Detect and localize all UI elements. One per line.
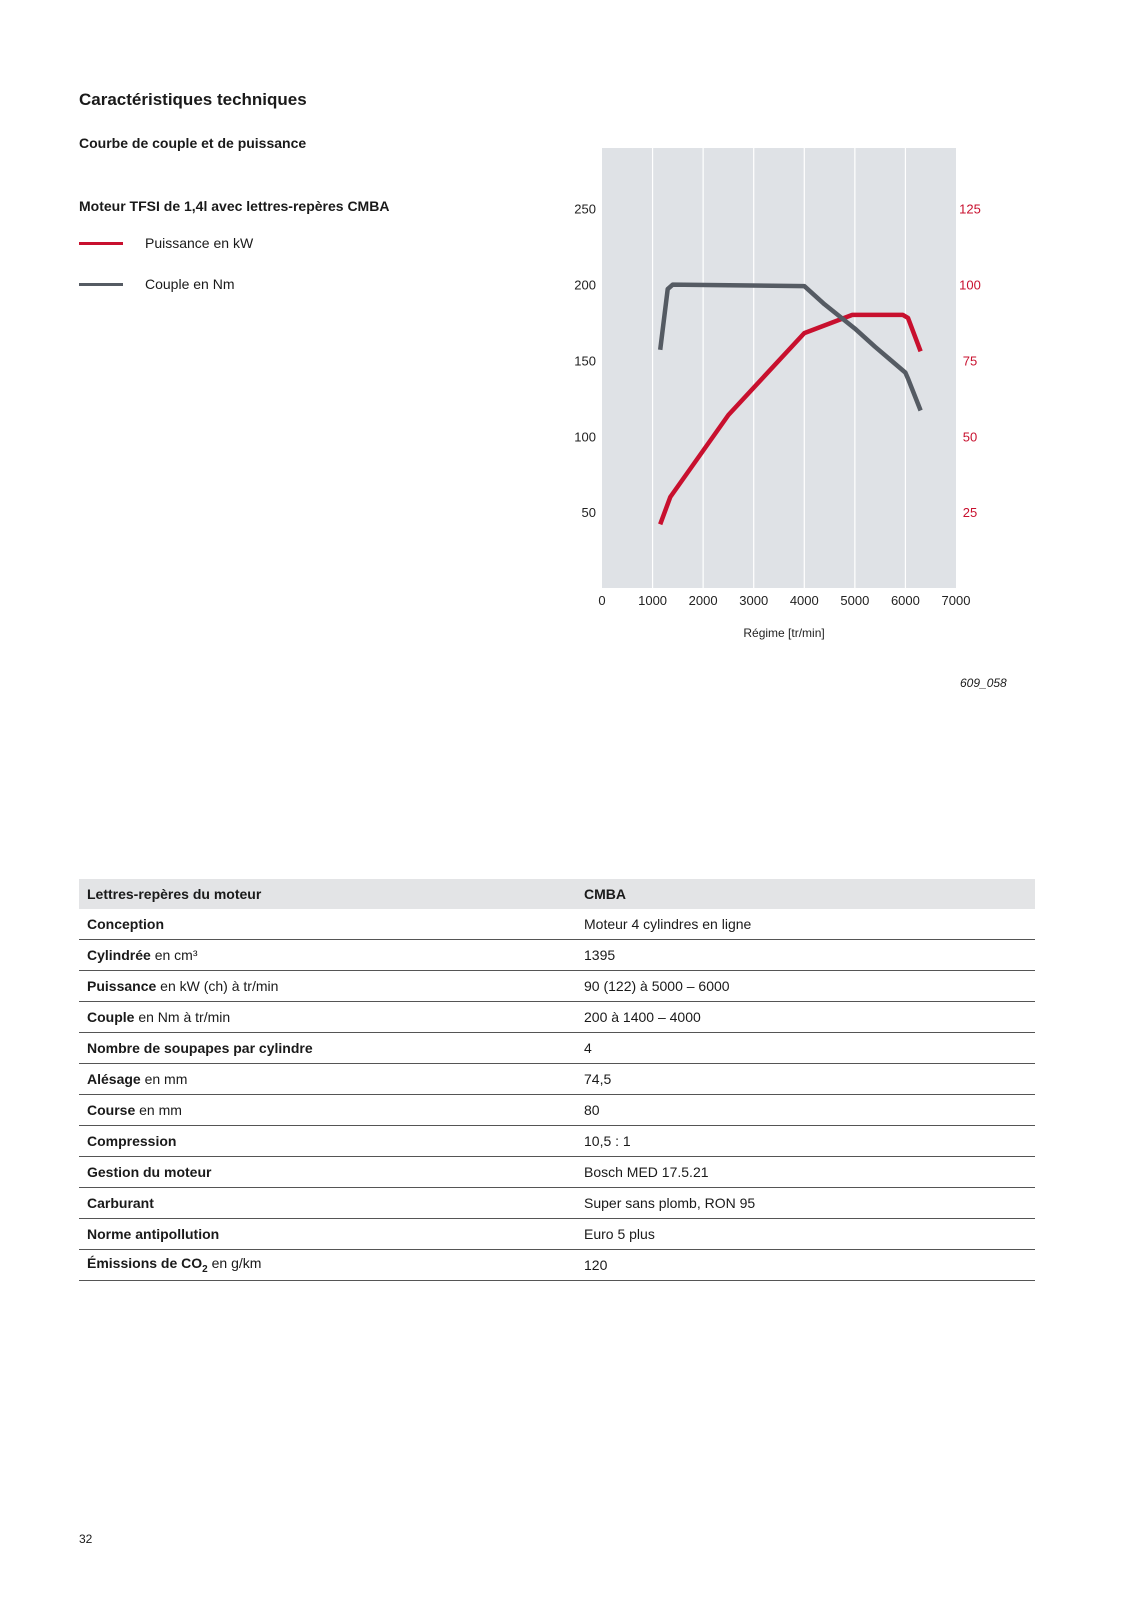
table-row [79, 1002, 1035, 1033]
row-value: 80 [576, 1095, 1035, 1126]
x-tick-label: 7000 [941, 593, 971, 608]
torque-power-chart [560, 140, 1010, 650]
row-label-unit: en cm³ [150, 947, 198, 963]
table-row [79, 1188, 1035, 1219]
legend-swatch-torque [79, 283, 123, 286]
row-value: Super sans plomb, RON 95 [576, 1188, 1035, 1219]
row-label [79, 971, 576, 1002]
legend-label-torque: Couple en Nm [145, 276, 235, 292]
y-left-tick-label: 50 [581, 505, 596, 521]
x-tick-label: 5000 [840, 593, 870, 608]
table-row [79, 1064, 1035, 1095]
row-label [79, 940, 576, 971]
legend-item-power [79, 233, 253, 253]
legend-label-power: Puissance en kW [145, 235, 254, 251]
y-right-tick-label: 50 [962, 429, 978, 445]
row-value: 120 [576, 1250, 1035, 1281]
row-label [79, 909, 576, 940]
row-label [79, 1126, 576, 1157]
row-label-unit: en mm [135, 1102, 182, 1118]
row-label-unit: en mm [140, 1071, 188, 1087]
row-label [79, 1250, 576, 1281]
row-label-main: Gestion du moteur [87, 1164, 212, 1180]
row-label-unit: en g/km [207, 1255, 262, 1272]
row-label-main: Alésage [87, 1071, 141, 1087]
row-value: 74,5 [576, 1064, 1035, 1095]
x-tick-label: 0 [598, 593, 606, 608]
row-label-main: Conception [87, 916, 164, 932]
chart-subtitle: Courbe de couple et de puissance [79, 135, 307, 151]
row-value: 90 (122) à 5000 – 6000 [576, 971, 1035, 1002]
x-tick-label: 1000 [638, 593, 668, 608]
row-label-main: Carburant [87, 1195, 154, 1211]
header-label: Lettres-repères du moteur [79, 879, 576, 909]
row-label-main: Couple [87, 1009, 135, 1025]
row-label-subscript: 2 [202, 1263, 208, 1275]
y-right-tick-label: 75 [962, 353, 978, 369]
y-right-tick-label: 100 [959, 277, 981, 293]
x-tick-label: 2000 [688, 593, 718, 608]
table-row-co2 [79, 1250, 1035, 1281]
header-value: CMBA [576, 879, 1035, 909]
x-axis-label: Régime [tr/min] [743, 626, 825, 640]
row-label [79, 1033, 576, 1064]
x-tick-label: 6000 [890, 593, 920, 608]
x-tick-label: 4000 [789, 593, 819, 608]
row-label-main: Nombre de soupapes par cylindre [87, 1040, 313, 1056]
legend-item-torque [79, 274, 235, 294]
row-label-unit: en kW (ch) à tr/min [156, 978, 279, 994]
row-label [79, 1064, 576, 1095]
legend-swatch-power [79, 242, 123, 245]
table-row [79, 940, 1035, 971]
row-label [79, 1188, 576, 1219]
row-label-main: Compression [87, 1133, 177, 1149]
table-row [79, 1033, 1035, 1064]
row-label-main: Puissance [87, 978, 157, 994]
y-left-tick-label: 200 [574, 277, 596, 293]
table-row [79, 1219, 1035, 1250]
y-left-tick-label: 100 [574, 429, 596, 445]
row-value: 1395 [576, 940, 1035, 971]
row-label [79, 1002, 576, 1033]
row-value: 10,5 : 1 [576, 1126, 1035, 1157]
row-value: Euro 5 plus [576, 1219, 1035, 1250]
row-value: 200 à 1400 – 4000 [576, 1002, 1035, 1033]
y-right-tick-label: 125 [959, 201, 981, 217]
row-label-main: Course [87, 1102, 136, 1118]
table-row [79, 971, 1035, 1002]
row-label [79, 1095, 576, 1126]
y-left-tick-label: 250 [574, 201, 596, 217]
row-value: Moteur 4 cylindres en ligne [576, 909, 1035, 940]
row-label [79, 1219, 576, 1250]
table-row [79, 1095, 1035, 1126]
table-header-row [79, 879, 1035, 909]
table-row [79, 1126, 1035, 1157]
page-title: Caractéristiques techniques [79, 90, 307, 109]
row-label [79, 1157, 576, 1188]
row-value: Bosch MED 17.5.21 [576, 1157, 1035, 1188]
page-number: 32 [79, 1532, 93, 1546]
row-label-main: Norme antipollution [87, 1226, 220, 1242]
x-tick-label: 3000 [739, 593, 769, 608]
y-right-tick-label: 25 [962, 505, 978, 521]
row-label-unit: en Nm à tr/min [134, 1009, 231, 1025]
row-label-main: Émissions de CO [87, 1255, 203, 1272]
engine-title: Moteur TFSI de 1,4l avec lettres-repères CMBA [79, 198, 390, 214]
row-value: 4 [576, 1033, 1035, 1064]
specs-table [79, 879, 1035, 1281]
y-left-tick-label: 150 [574, 353, 596, 369]
table-row [79, 909, 1035, 940]
row-label-main: Cylindrée [87, 947, 151, 963]
table-row [79, 1157, 1035, 1188]
figure-id: 609_058 [960, 676, 1007, 690]
